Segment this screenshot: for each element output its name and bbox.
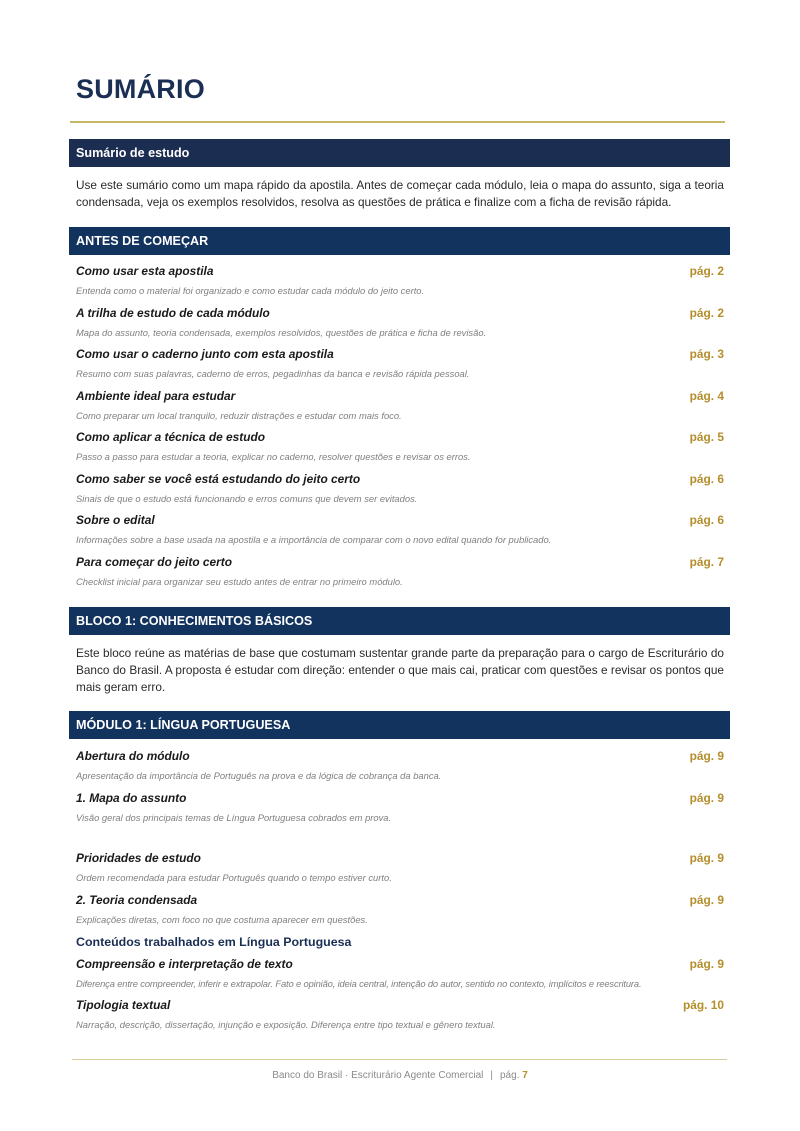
toc-entry-description: Passo a passo para estudar a teoria, explicar no caderno, resolver questões e revisar os erros. (76, 451, 471, 462)
footer-page-label: pág. (500, 1070, 520, 1081)
toc-entry[interactable] (76, 347, 724, 379)
toc-entry-description: Narração, descrição, dissertação, injunção e exposição. Diferença entre tipo textual e gênero textual. (76, 1019, 496, 1030)
toc-entry-title[interactable]: Como saber se você está estudando do jeito certo (76, 472, 361, 486)
toc-entry[interactable] (76, 513, 724, 545)
toc-entry-description: Entenda como o material foi organizado e como estudar cada módulo do jeito certo. (76, 285, 425, 296)
toc-entry[interactable] (76, 472, 724, 504)
toc-entry-page[interactable]: pág. 3 (689, 347, 724, 361)
toc-entry-description: Como preparar um local tranquilo, reduzir distrações e estudar com mais foco. (76, 410, 402, 421)
toc-entry-title[interactable]: 2. Teoria condensada (76, 893, 198, 907)
section-header-antes: ANTES DE COMEÇAR (69, 227, 730, 255)
toc-entry-title[interactable]: Prioridades de estudo (76, 851, 201, 865)
toc-entry[interactable] (76, 389, 724, 421)
footer-divider (72, 1059, 727, 1060)
page-footer (0, 1070, 800, 1081)
toc-entry-description: Apresentação da importância de Português na prova e da lógica de cobrança da banca. (76, 770, 442, 781)
toc-entry-page[interactable]: pág. 9 (689, 957, 724, 971)
toc-entry-page[interactable]: pág. 9 (689, 791, 724, 805)
toc-entry-page[interactable]: pág. 9 (689, 893, 724, 907)
toc-entry-page[interactable]: pág. 4 (689, 389, 724, 403)
toc-entry[interactable] (76, 957, 724, 989)
section-header-modulo1: MÓDULO 1: LÍNGUA PORTUGUESA (69, 711, 730, 739)
summary-intro-text: Use este sumário como um mapa rápido da apostila. Antes de começar cada módulo, leia o mapa do assunto, siga a teoria condensada, veja os exemplos resolvidos, resolva as questões de prática e finalize com a ficha de revisão rápida. (76, 178, 724, 209)
toc-entry[interactable] (76, 998, 724, 1030)
toc-entry-title[interactable]: A trilha de estudo de cada módulo (76, 306, 270, 320)
toc-entry-title[interactable]: Tipologia textual (76, 998, 171, 1012)
toc-entry-page[interactable]: pág. 6 (689, 472, 724, 486)
toc-entry-title[interactable]: Ambiente ideal para estudar (76, 389, 236, 403)
section-header-sumario: Sumário de estudo (69, 139, 730, 167)
toc-entry-title[interactable]: Sobre o edital (76, 513, 155, 527)
toc-entry[interactable] (76, 791, 724, 823)
page-title: SUMÁRIO (76, 74, 205, 104)
toc-entry-description: Resumo com suas palavras, caderno de erros, pegadinhas da banca e revisão rápida pessoal. (76, 368, 470, 379)
toc-entry[interactable] (76, 851, 724, 883)
section-header-bloco1: BLOCO 1: CONHECIMENTOS BÁSICOS (69, 607, 730, 635)
toc-entry[interactable] (76, 306, 724, 338)
toc-entry-page[interactable]: pág. 2 (689, 306, 724, 320)
toc-entry-title[interactable]: Como usar o caderno junto com esta apostila (76, 347, 334, 361)
toc-entry-description: Visão geral dos principais temas de Língua Portuguesa cobrados em prova. (76, 812, 392, 823)
toc-entry-page[interactable]: pág. 5 (689, 430, 724, 444)
toc-entry[interactable] (76, 749, 724, 781)
toc-entry-description: Explicações diretas, com foco no que costuma aparecer em questões. (76, 914, 368, 925)
toc-entry[interactable] (76, 555, 724, 587)
toc-entry-page[interactable]: pág. 10 (683, 998, 724, 1012)
subsection-heading: Conteúdos trabalhados em Língua Portuguesa (76, 935, 352, 949)
toc-entry-page[interactable]: pág. 7 (689, 555, 724, 569)
toc-entry-page[interactable]: pág. 6 (689, 513, 724, 527)
toc-entry-description: Diferença entre compreender, inferir e extrapolar. Fato e opinião, ideia central, intenção do autor, sentido no contexto, implícitos e reescritura. (76, 978, 642, 989)
footer-page-number: 7 (522, 1070, 528, 1081)
toc-entry-title[interactable]: 1. Mapa do assunto (76, 791, 187, 805)
toc-entry-title[interactable]: Para começar do jeito certo (76, 555, 232, 569)
toc-entry-page[interactable]: pág. 9 (689, 749, 724, 763)
toc-entry-description: Informações sobre a base usada na apostila e a importância de comparar com o novo edital quando for publicado. (76, 534, 552, 545)
footer-separator: | (490, 1070, 493, 1081)
toc-entry-page[interactable]: pág. 9 (689, 851, 724, 865)
toc-entry-title[interactable]: Abertura do módulo (76, 749, 190, 763)
toc-entry-description: Checklist inicial para organizar seu estudo antes de entrar no primeiro módulo. (76, 576, 403, 587)
toc-entry[interactable] (76, 893, 724, 925)
toc-entry-page[interactable]: pág. 2 (689, 264, 724, 278)
toc-entry-title[interactable]: Como aplicar a técnica de estudo (76, 430, 265, 444)
toc-entry[interactable] (76, 264, 724, 296)
toc-entry-title[interactable]: Compreensão e interpretação de texto (76, 957, 293, 971)
toc-entry-description: Sinais de que o estudo está funcionando e erros comuns que devem ser evitados. (76, 493, 418, 504)
toc-entry-description: Ordem recomendada para estudar Português quando o tempo estiver curto. (76, 872, 392, 883)
bloco1-intro-text: Este bloco reúne as matérias de base que costumam sustentar grande parte da preparação para o cargo de Escriturário do Banco do Brasil. A proposta é estudar com direção: entender o que mais cai, praticar com questões e revisar os pontos que mais geram erro. (76, 646, 724, 694)
toc-entry[interactable] (76, 430, 724, 462)
title-underline (70, 121, 725, 123)
footer-text: Banco do Brasil · Escriturário Agente Comercial (272, 1070, 484, 1081)
toc-entry-description: Mapa do assunto, teoria condensada, exemplos resolvidos, questões de prática e ficha de revisão. (76, 327, 487, 338)
toc-entry-title[interactable]: Como usar esta apostila (76, 264, 214, 278)
